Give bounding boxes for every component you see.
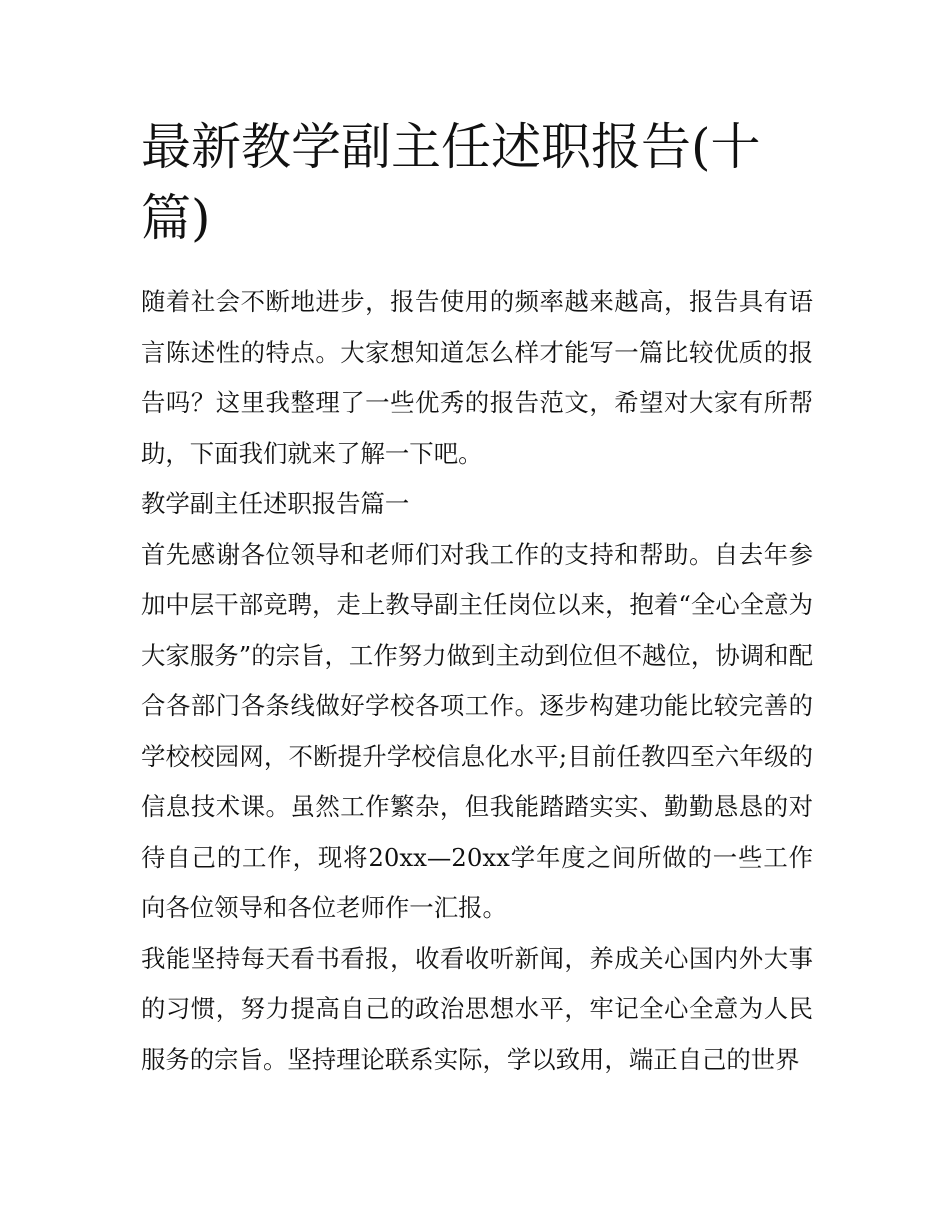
document-content — [141, 112, 813, 1085]
body-paragraph: 首先感谢各位领导和老师们对我工作的支持和帮助。自去年参加中层干部竞聘，走上教导副主任岗位以来，抱着“全心全意为大家服务”的宗旨，工作努力做到主动到位但不越位，协调和配合各部门各条线做好学校各项工作。逐步构建功能比较完善的学校校园网，不断提升学校信息化水平;目前任教四至六年级的信息技术课。虽然工作繁杂，但我能踏踏实实、勤勤恳恳的对待自己的工作，现将20xx—20xx学年度之间所做的一些工作向各位领导和各位老师作一汇报。 — [141, 539, 813, 922]
document-title: 最新教学副主任述职报告(十篇) — [141, 118, 761, 247]
section-heading: 教学副主任述职报告篇一 — [141, 489, 410, 518]
body-paragraph: 我能坚持每天看书看报，收看收听新闻，养成关心国内外大事的习惯，努力提高自己的政治思想水平，牢记全心全意为人民服务的宗旨。坚持理论联系实际，学以致用，端正自己的世界 — [141, 943, 813, 1074]
intro-paragraph: 随着社会不断地进步，报告使用的频率越来越高，报告具有语言陈述性的特点。大家想知道怎么样才能写一篇比较优质的报告吗？这里我整理了一些优秀的报告范文，希望对大家有所帮助，下面我们就来了解一下吧。 — [141, 287, 813, 468]
